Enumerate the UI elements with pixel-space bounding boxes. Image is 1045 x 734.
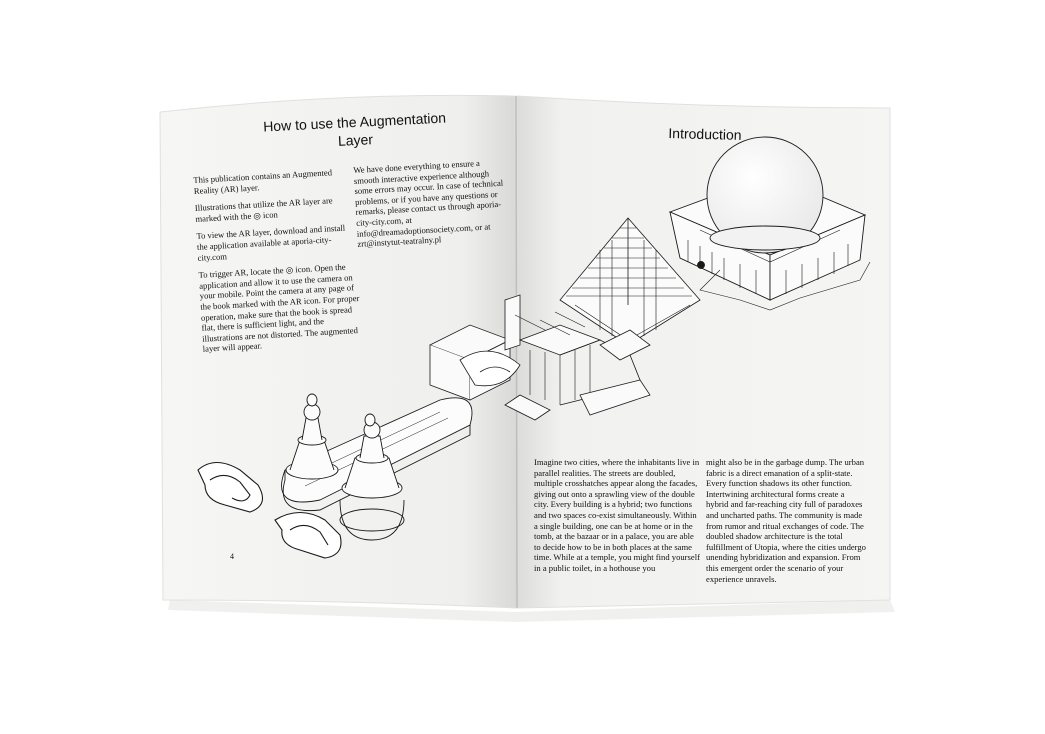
ar-icon-paragraph: Illustrations that utilize the AR layer are marked with the ◎ icon	[194, 195, 333, 224]
right-page-title: Introduction	[668, 125, 742, 143]
left-page-number: 4	[230, 552, 234, 561]
support-paragraph: We have done everything to ensure a smooth interactive experience although some errors may occur. In case of technical problems, or if you have any questions or remarks, please contact us through aporia-city-city.com, at info@dreamadoptionsociety.com, or at zrt@instytut-teatralny.pl	[353, 157, 504, 250]
left-title-line1: How to use the Augmentation	[262, 109, 447, 135]
ar-intro-paragraph: This publication contains an Augmented Reality (AR) layer.	[193, 167, 333, 196]
ar-trigger-paragraph: To trigger AR, locate the ◎ icon. Open the application and allow it to use the camera on your mobile. Point the camera at any page of the book marked with the AR icon. For proper operation, make sure that the book is spread flat, there is sufficient light, and the illustrations are not distorted. The augmented layer will appear.	[198, 261, 360, 355]
ar-download-paragraph: To view the AR layer, download and install the application available at aporia-city-city.com	[196, 222, 346, 263]
left-page-column-1	[193, 166, 363, 362]
right-page-column-1: Imagine two cities, where the inhabitants live in parallel realities. The streets are doubled, multiple crosshatches appear along the facades, giving out onto a sprawling view of the double city. Every building is a hybrid; two functions and two spaces co-exist simultaneously. Within a single building, one can be at home or in the tomb, at the bazaar or in a palace, you are able to decide how to be in both places at the same time. While at a temple, you might find yourself in a public toilet, in a hothouse you	[534, 457, 700, 573]
left-title-line2: Layer	[337, 131, 374, 149]
right-page-column-2: might also be in the garbage dump. The urban fabric is a direct emanation of a split-state. Every function shadows its other function. Intertwining architectural forms create a hybrid and far-reaching city full of paradoxes and uncharted paths. The community is made from rumor and ritual exchanges of code. The doubled shadow architecture is the total fulfillment of Utopia, where the cities undergo unending hybridization and expansion. From this emergent order the scenario of your experience unravels.	[706, 457, 866, 584]
left-page-column-2	[353, 157, 508, 257]
